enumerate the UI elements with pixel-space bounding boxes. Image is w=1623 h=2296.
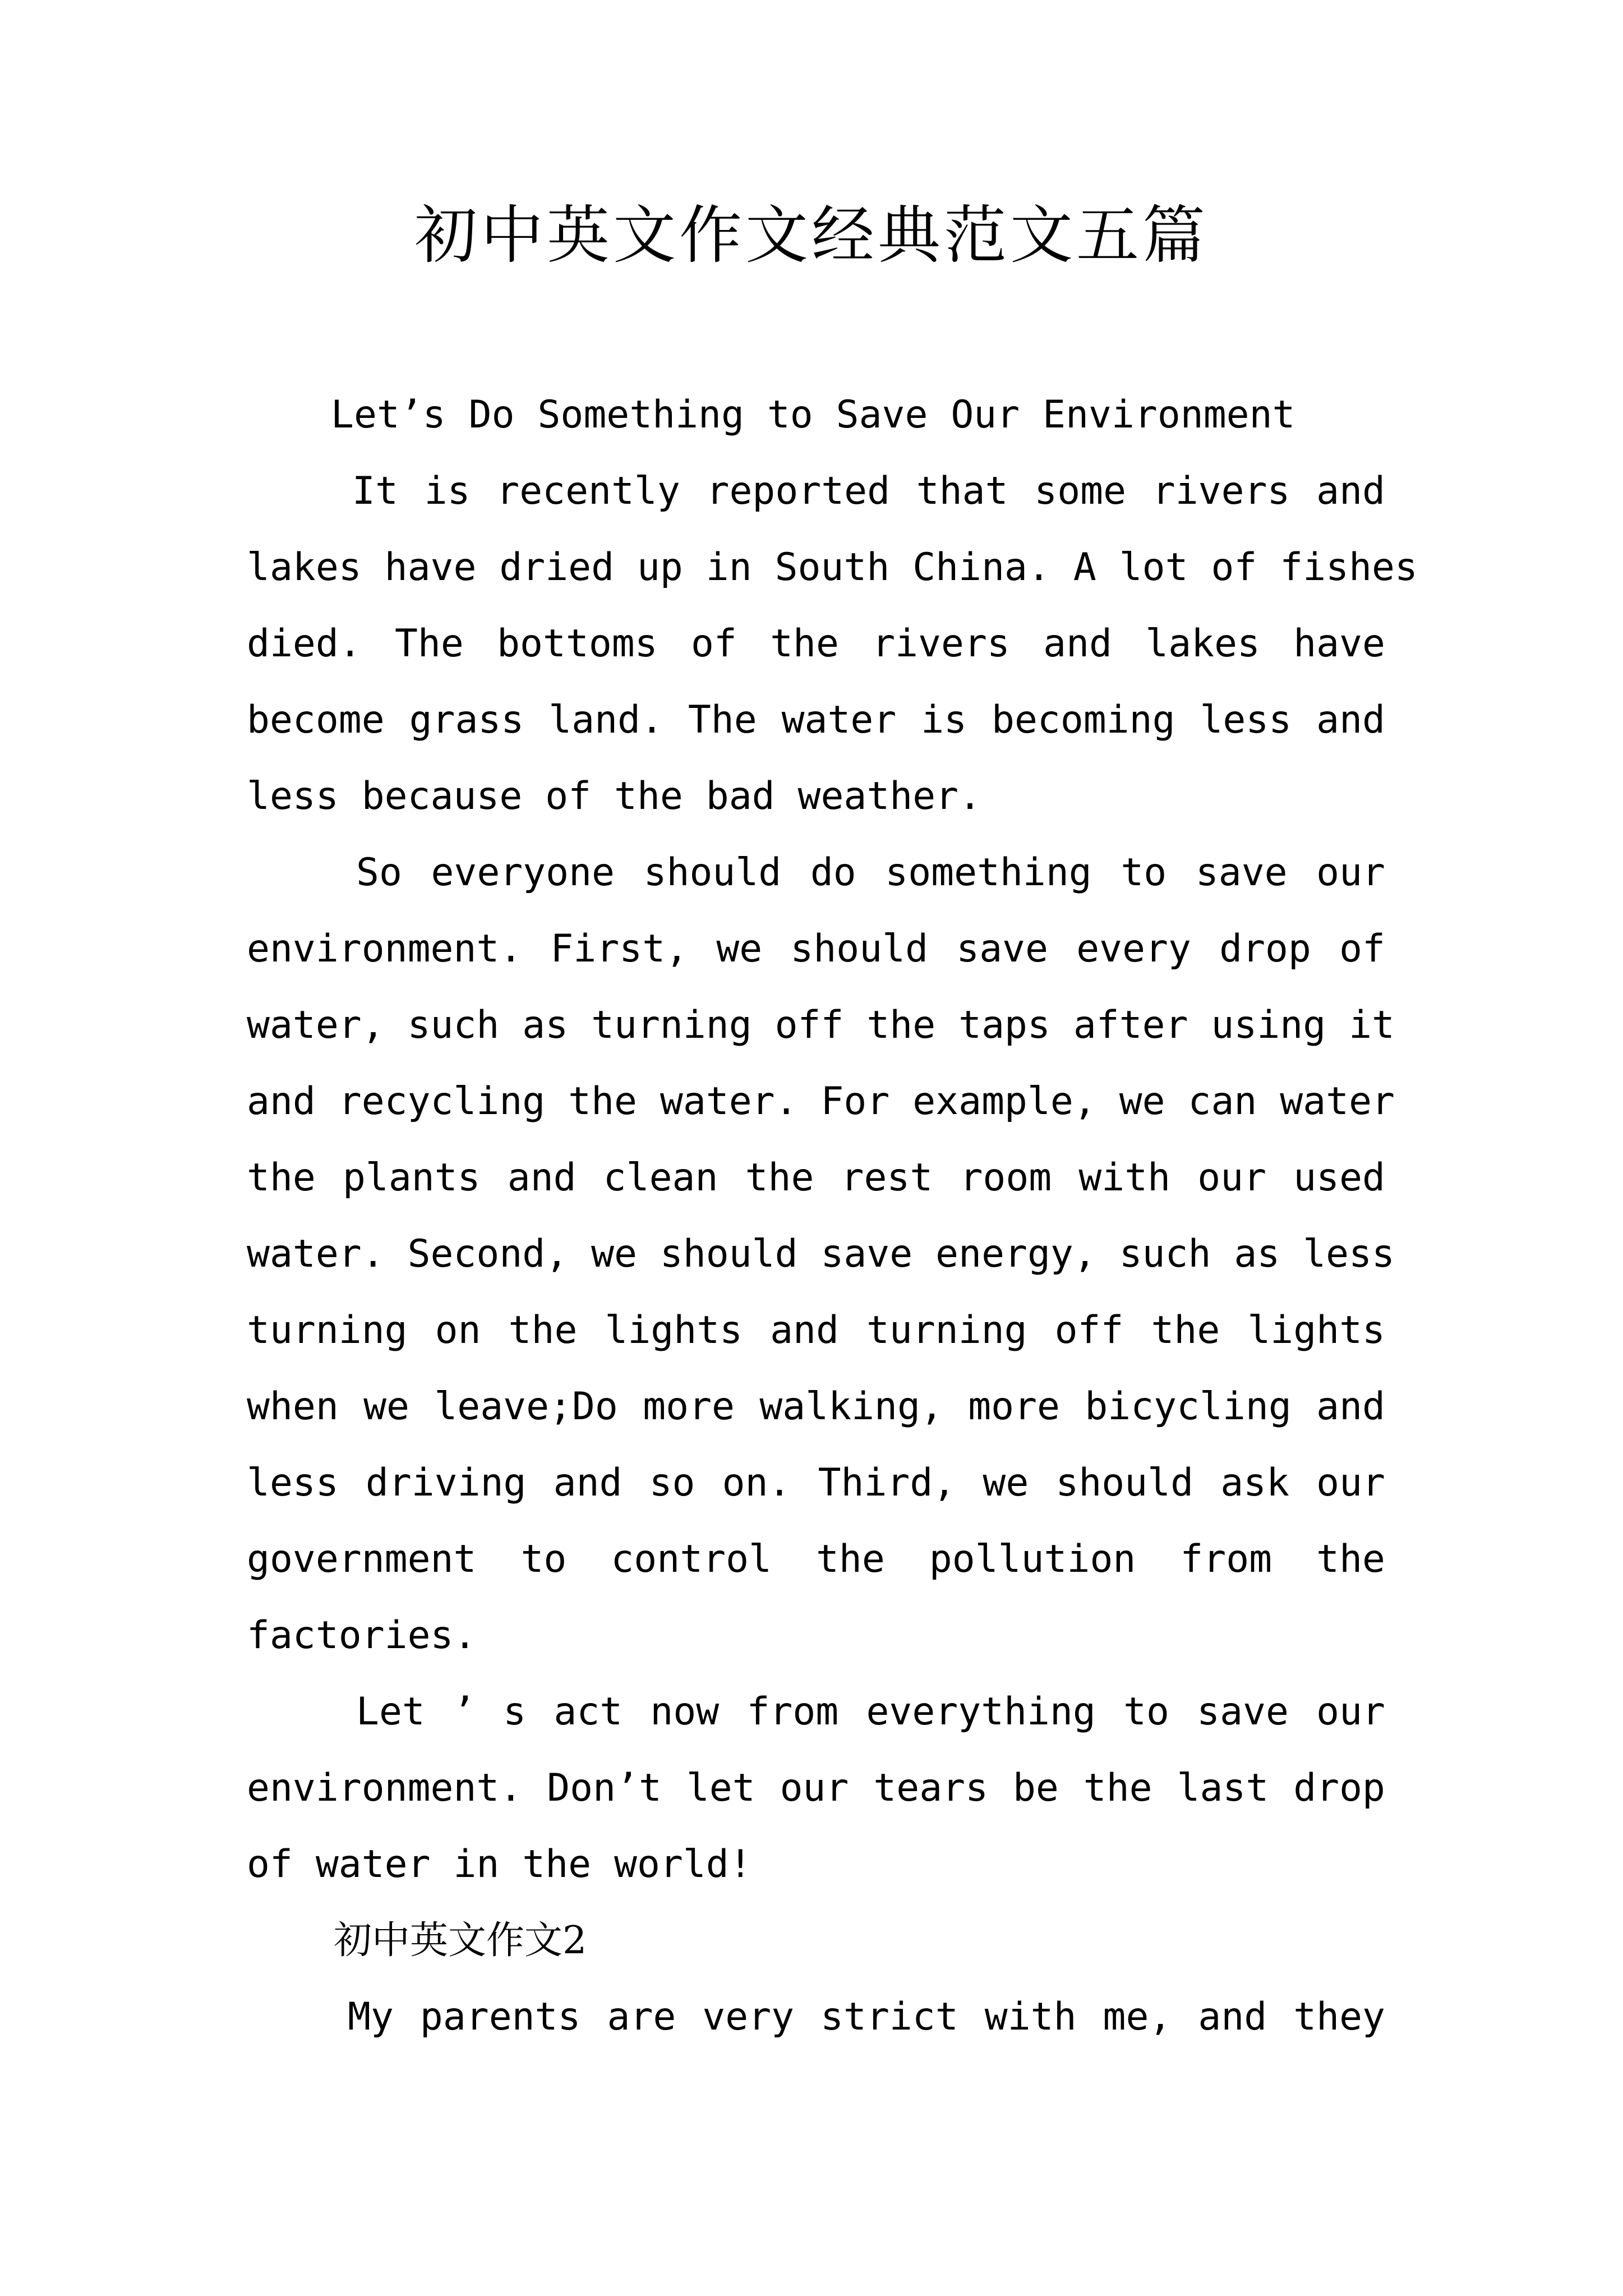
paragraph-2-line-10: government to control the pollution from the <box>247 1537 1385 1581</box>
paragraph-1-line-4: become grass land. The water is becoming less and <box>247 698 1385 742</box>
paragraph-3-line-2: environment. Don’t let our tears be the last drop <box>247 1766 1385 1810</box>
paragraph-2-line-1: So everyone should do something to save our <box>356 850 1385 895</box>
paragraph-2-line-7: turning on the lights and turning off the lights <box>247 1308 1385 1352</box>
paragraph-1-line-3: died. The bottoms of the rivers and lakes have <box>247 622 1385 666</box>
paragraph-1-line-1: It is recently reported that some rivers and <box>352 469 1385 513</box>
paragraph-3-line-3: of water in the world! <box>247 1842 752 1887</box>
essay-1-heading: Let’s Do Something to Save Our Environment <box>331 393 1295 437</box>
essay-2-heading: 初中英文作文2 <box>334 1918 587 1963</box>
document-title: 初中英文作文经典范文五篇 <box>414 199 1209 272</box>
paragraph-2-line-3: water, such as turning off the taps after using it <box>247 1003 1395 1047</box>
paragraph-2-line-4: and recycling the water. For example, we can water <box>247 1079 1395 1124</box>
paragraph-2-line-5: the plants and clean the rest room with our used <box>247 1156 1385 1200</box>
paragraph-2-line-6: water. Second, we should save energy, such as less <box>247 1232 1395 1276</box>
paragraph-2-line-9: less driving and so on. Third, we should ask our <box>247 1461 1385 1505</box>
essay-2-line-1: My parents are very strict with me, and they <box>348 1995 1385 2039</box>
paragraph-2-line-8: when we leave;Do more walking, more bicycling and <box>247 1384 1385 1429</box>
paragraph-1-line-2: lakes have dried up in South China. A lot of fishes <box>247 545 1418 590</box>
paragraph-2-line-2: environment. First, we should save every drop of <box>247 927 1385 971</box>
paragraph-2-line-11: factories. <box>247 1613 477 1658</box>
paragraph-1-line-5: less because of the bad weather. <box>247 774 982 818</box>
paragraph-3-line-1: Let ’ s act now from everything to save our <box>356 1690 1385 1734</box>
